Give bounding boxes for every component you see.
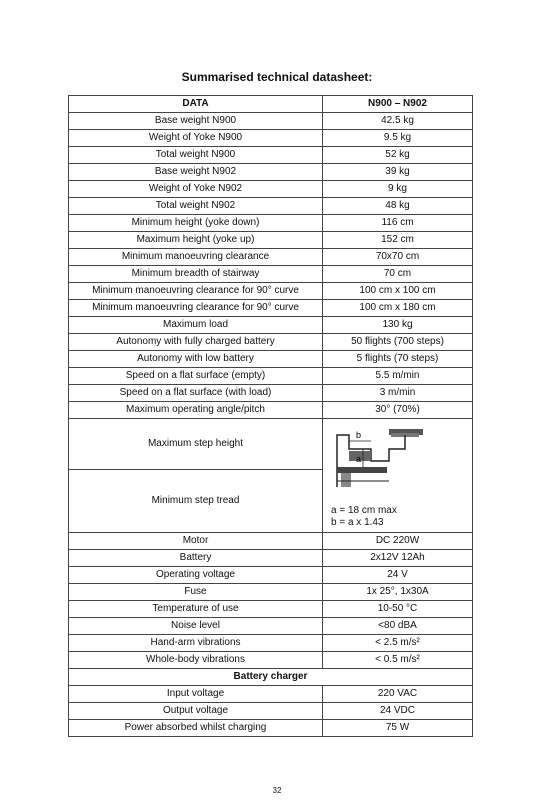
- row-value: 50 flights (700 steps): [323, 334, 473, 351]
- dimension-a-letter: a: [356, 454, 362, 464]
- datasheet-table: [68, 95, 473, 737]
- table-row: [69, 317, 473, 334]
- row-label: Minimum height (yoke down): [69, 215, 323, 232]
- table-row: [69, 652, 473, 669]
- row-label: Temperature of use: [69, 601, 323, 618]
- step-diagram-cell: [323, 419, 473, 533]
- table-row: [69, 113, 473, 130]
- table-row: [69, 181, 473, 198]
- row-value: DC 220W: [323, 533, 473, 550]
- row-label: Minimum step tread: [69, 470, 323, 533]
- row-label: Maximum load: [69, 317, 323, 334]
- table-row: [69, 164, 473, 181]
- row-label: Speed on a flat surface (empty): [69, 368, 323, 385]
- row-label: Speed on a flat surface (with load): [69, 385, 323, 402]
- row-label: Total weight N900: [69, 147, 323, 164]
- row-label: Minimum manoeuvring clearance: [69, 249, 323, 266]
- table-header-row: [69, 96, 473, 113]
- row-value: < 0.5 m/s²: [323, 652, 473, 669]
- table-row: [69, 635, 473, 652]
- page-number: 32: [272, 786, 282, 795]
- row-value: 100 cm x 100 cm: [323, 283, 473, 300]
- table-row: [69, 215, 473, 232]
- table-row: [69, 720, 473, 737]
- table-row: [69, 266, 473, 283]
- row-value: 30° (70%): [323, 402, 473, 419]
- step-diagram-icon: [329, 425, 429, 505]
- section-title: Battery charger: [69, 669, 473, 686]
- table-row: [69, 703, 473, 720]
- row-label: Maximum operating angle/pitch: [69, 402, 323, 419]
- row-value: 24 V: [323, 567, 473, 584]
- row-value: 24 VDC: [323, 703, 473, 720]
- row-value: 70x70 cm: [323, 249, 473, 266]
- table-row: [69, 550, 473, 567]
- table-row: [69, 686, 473, 703]
- row-value: 2x12V 12Ah: [323, 550, 473, 567]
- table-row: [69, 283, 473, 300]
- row-label: Hand-arm vibrations: [69, 635, 323, 652]
- row-label: Input voltage: [69, 686, 323, 703]
- row-value: 70 cm: [323, 266, 473, 283]
- row-value: 5 flights (70 steps): [323, 351, 473, 368]
- row-label: Minimum manoeuvring clearance for 90° curve: [69, 283, 323, 300]
- table-row: [69, 533, 473, 550]
- table-row: [69, 249, 473, 266]
- row-value: 152 cm: [323, 232, 473, 249]
- table-row: [69, 368, 473, 385]
- row-label: Output voltage: [69, 703, 323, 720]
- row-label: Motor: [69, 533, 323, 550]
- row-value: 116 cm: [323, 215, 473, 232]
- row-value: 5.5 m/min: [323, 368, 473, 385]
- table-row: [69, 334, 473, 351]
- table-row: [69, 567, 473, 584]
- row-value: 52 kg: [323, 147, 473, 164]
- header-model: N900 – N902: [323, 96, 473, 113]
- table-row: [69, 351, 473, 368]
- row-label: Noise level: [69, 618, 323, 635]
- row-label: Minimum manoeuvring clearance for 90° curve: [69, 300, 323, 317]
- row-value: 130 kg: [323, 317, 473, 334]
- row-label: Weight of Yoke N902: [69, 181, 323, 198]
- dimension-b-text: b = a x 1.43: [331, 517, 384, 528]
- row-value: 220 VAC: [323, 686, 473, 703]
- row-value: 1x 25°, 1x30A: [323, 584, 473, 601]
- row-label: Maximum height (yoke up): [69, 232, 323, 249]
- table-row: [69, 419, 473, 470]
- row-value: < 2.5 m/s²: [323, 635, 473, 652]
- row-label: Weight of Yoke N900: [69, 130, 323, 147]
- table-row: [69, 198, 473, 215]
- row-label: Maximum step height: [69, 419, 323, 470]
- row-label: Base weight N902: [69, 164, 323, 181]
- row-value: 3 m/min: [323, 385, 473, 402]
- row-value: 42.5 kg: [323, 113, 473, 130]
- row-value: 9.5 kg: [323, 130, 473, 147]
- row-label: Power absorbed whilst charging: [69, 720, 323, 737]
- table-row: [69, 232, 473, 249]
- table-row: [69, 130, 473, 147]
- table-row: [69, 584, 473, 601]
- header-data: DATA: [69, 96, 323, 113]
- dimension-a-text: a = 18 cm max: [331, 505, 397, 516]
- row-value: 9 kg: [323, 181, 473, 198]
- row-label: Autonomy with fully charged battery: [69, 334, 323, 351]
- row-value: 10-50 °C: [323, 601, 473, 618]
- row-value: 75 W: [323, 720, 473, 737]
- table-row: [69, 601, 473, 618]
- row-label: Base weight N900: [69, 113, 323, 130]
- datasheet-title: Summarised technical datasheet:: [181, 70, 373, 84]
- dimension-b-letter: b: [356, 430, 362, 440]
- row-label: Whole-body vibrations: [69, 652, 323, 669]
- table-row: [69, 385, 473, 402]
- row-value: 39 kg: [323, 164, 473, 181]
- row-value: <80 dBA: [323, 618, 473, 635]
- table-row: [69, 402, 473, 419]
- row-value: 48 kg: [323, 198, 473, 215]
- row-value: 100 cm x 180 cm: [323, 300, 473, 317]
- row-label: Autonomy with low battery: [69, 351, 323, 368]
- section-header-row: [69, 669, 473, 686]
- row-label: Minimum breadth of stairway: [69, 266, 323, 283]
- row-label: Fuse: [69, 584, 323, 601]
- row-label: Operating voltage: [69, 567, 323, 584]
- row-label: Battery: [69, 550, 323, 567]
- table-row: [69, 300, 473, 317]
- row-label: Total weight N902: [69, 198, 323, 215]
- table-row: [69, 147, 473, 164]
- table-row: [69, 618, 473, 635]
